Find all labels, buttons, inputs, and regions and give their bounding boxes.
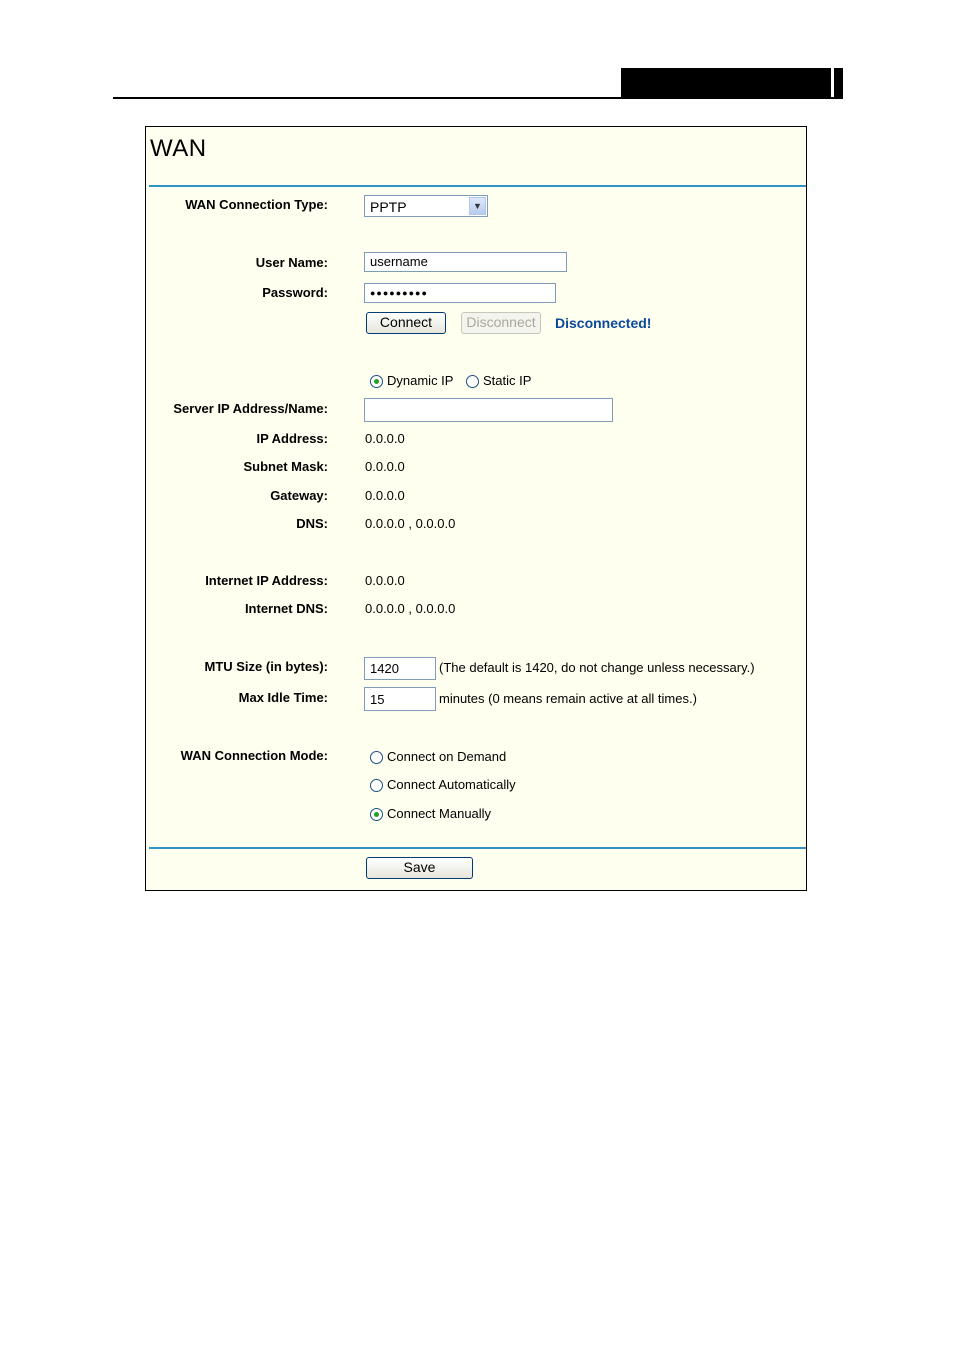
server-input[interactable]: [364, 398, 613, 422]
top-separator: [149, 185, 806, 187]
static-ip-label: Static IP: [483, 373, 532, 388]
username-input[interactable]: username: [364, 252, 567, 272]
header-black-stripe: [834, 68, 843, 98]
wan-type-label: WAN Connection Type:: [185, 197, 328, 212]
connection-mode-label: WAN Connection Mode:: [180, 748, 328, 763]
connect-on-demand-label: Connect on Demand: [387, 749, 507, 764]
connect-on-demand-radio[interactable]: [370, 751, 383, 764]
idle-time-label: Max Idle Time:: [238, 690, 328, 705]
wan-type-selected: PPTP: [370, 199, 407, 215]
ip-address-label: IP Address:: [256, 431, 328, 446]
bottom-separator: [149, 847, 806, 849]
password-label: Password:: [262, 285, 328, 300]
ip-address-value: 0.0.0.0: [365, 431, 405, 446]
internet-dns-label: Internet DNS:: [244, 601, 328, 616]
chevron-down-icon[interactable]: ▼: [469, 197, 486, 215]
idle-time-input[interactable]: 15: [364, 687, 436, 711]
subnet-mask-value: 0.0.0.0: [365, 459, 405, 474]
connect-automatically-label: Connect Automatically: [387, 777, 516, 792]
mtu-label: MTU Size (in bytes):: [204, 659, 328, 674]
internet-ip-label: Internet IP Address:: [205, 573, 328, 588]
connection-status: Disconnected!: [555, 315, 652, 331]
wan-type-select[interactable]: [364, 195, 488, 217]
connect-manually-radio[interactable]: [370, 808, 383, 821]
static-ip-radio[interactable]: [466, 375, 479, 388]
dynamic-ip-label: Dynamic IP: [387, 373, 454, 388]
internet-dns-value: 0.0.0.0 , 0.0.0.0: [365, 601, 456, 616]
disconnect-button[interactable]: Disconnect: [461, 312, 541, 334]
server-label: Server IP Address/Name:: [173, 401, 328, 416]
idle-time-hint: minutes (0 means remain active at all times.): [439, 691, 697, 706]
password-input[interactable]: ●●●●●●●●●: [364, 283, 556, 303]
username-label: User Name:: [255, 255, 328, 270]
dns-value: 0.0.0.0 , 0.0.0.0: [365, 516, 456, 531]
connect-button[interactable]: Connect: [366, 312, 446, 334]
dns-label: DNS:: [296, 516, 328, 531]
save-button[interactable]: Save: [366, 857, 473, 879]
gateway-value: 0.0.0.0: [365, 488, 405, 503]
mtu-input[interactable]: 1420: [364, 657, 436, 680]
gateway-label: Gateway:: [270, 488, 328, 503]
header-black-tab: [621, 68, 831, 98]
internet-ip-value: 0.0.0.0: [365, 573, 405, 588]
connect-automatically-radio[interactable]: [370, 779, 383, 792]
connect-manually-label: Connect Manually: [387, 806, 492, 821]
wan-panel: [145, 126, 807, 891]
subnet-mask-label: Subnet Mask:: [243, 459, 328, 474]
mtu-hint: (The default is 1420, do not change unless necessary.): [439, 660, 755, 675]
dynamic-ip-radio[interactable]: [370, 375, 383, 388]
page-title: WAN: [150, 135, 207, 162]
